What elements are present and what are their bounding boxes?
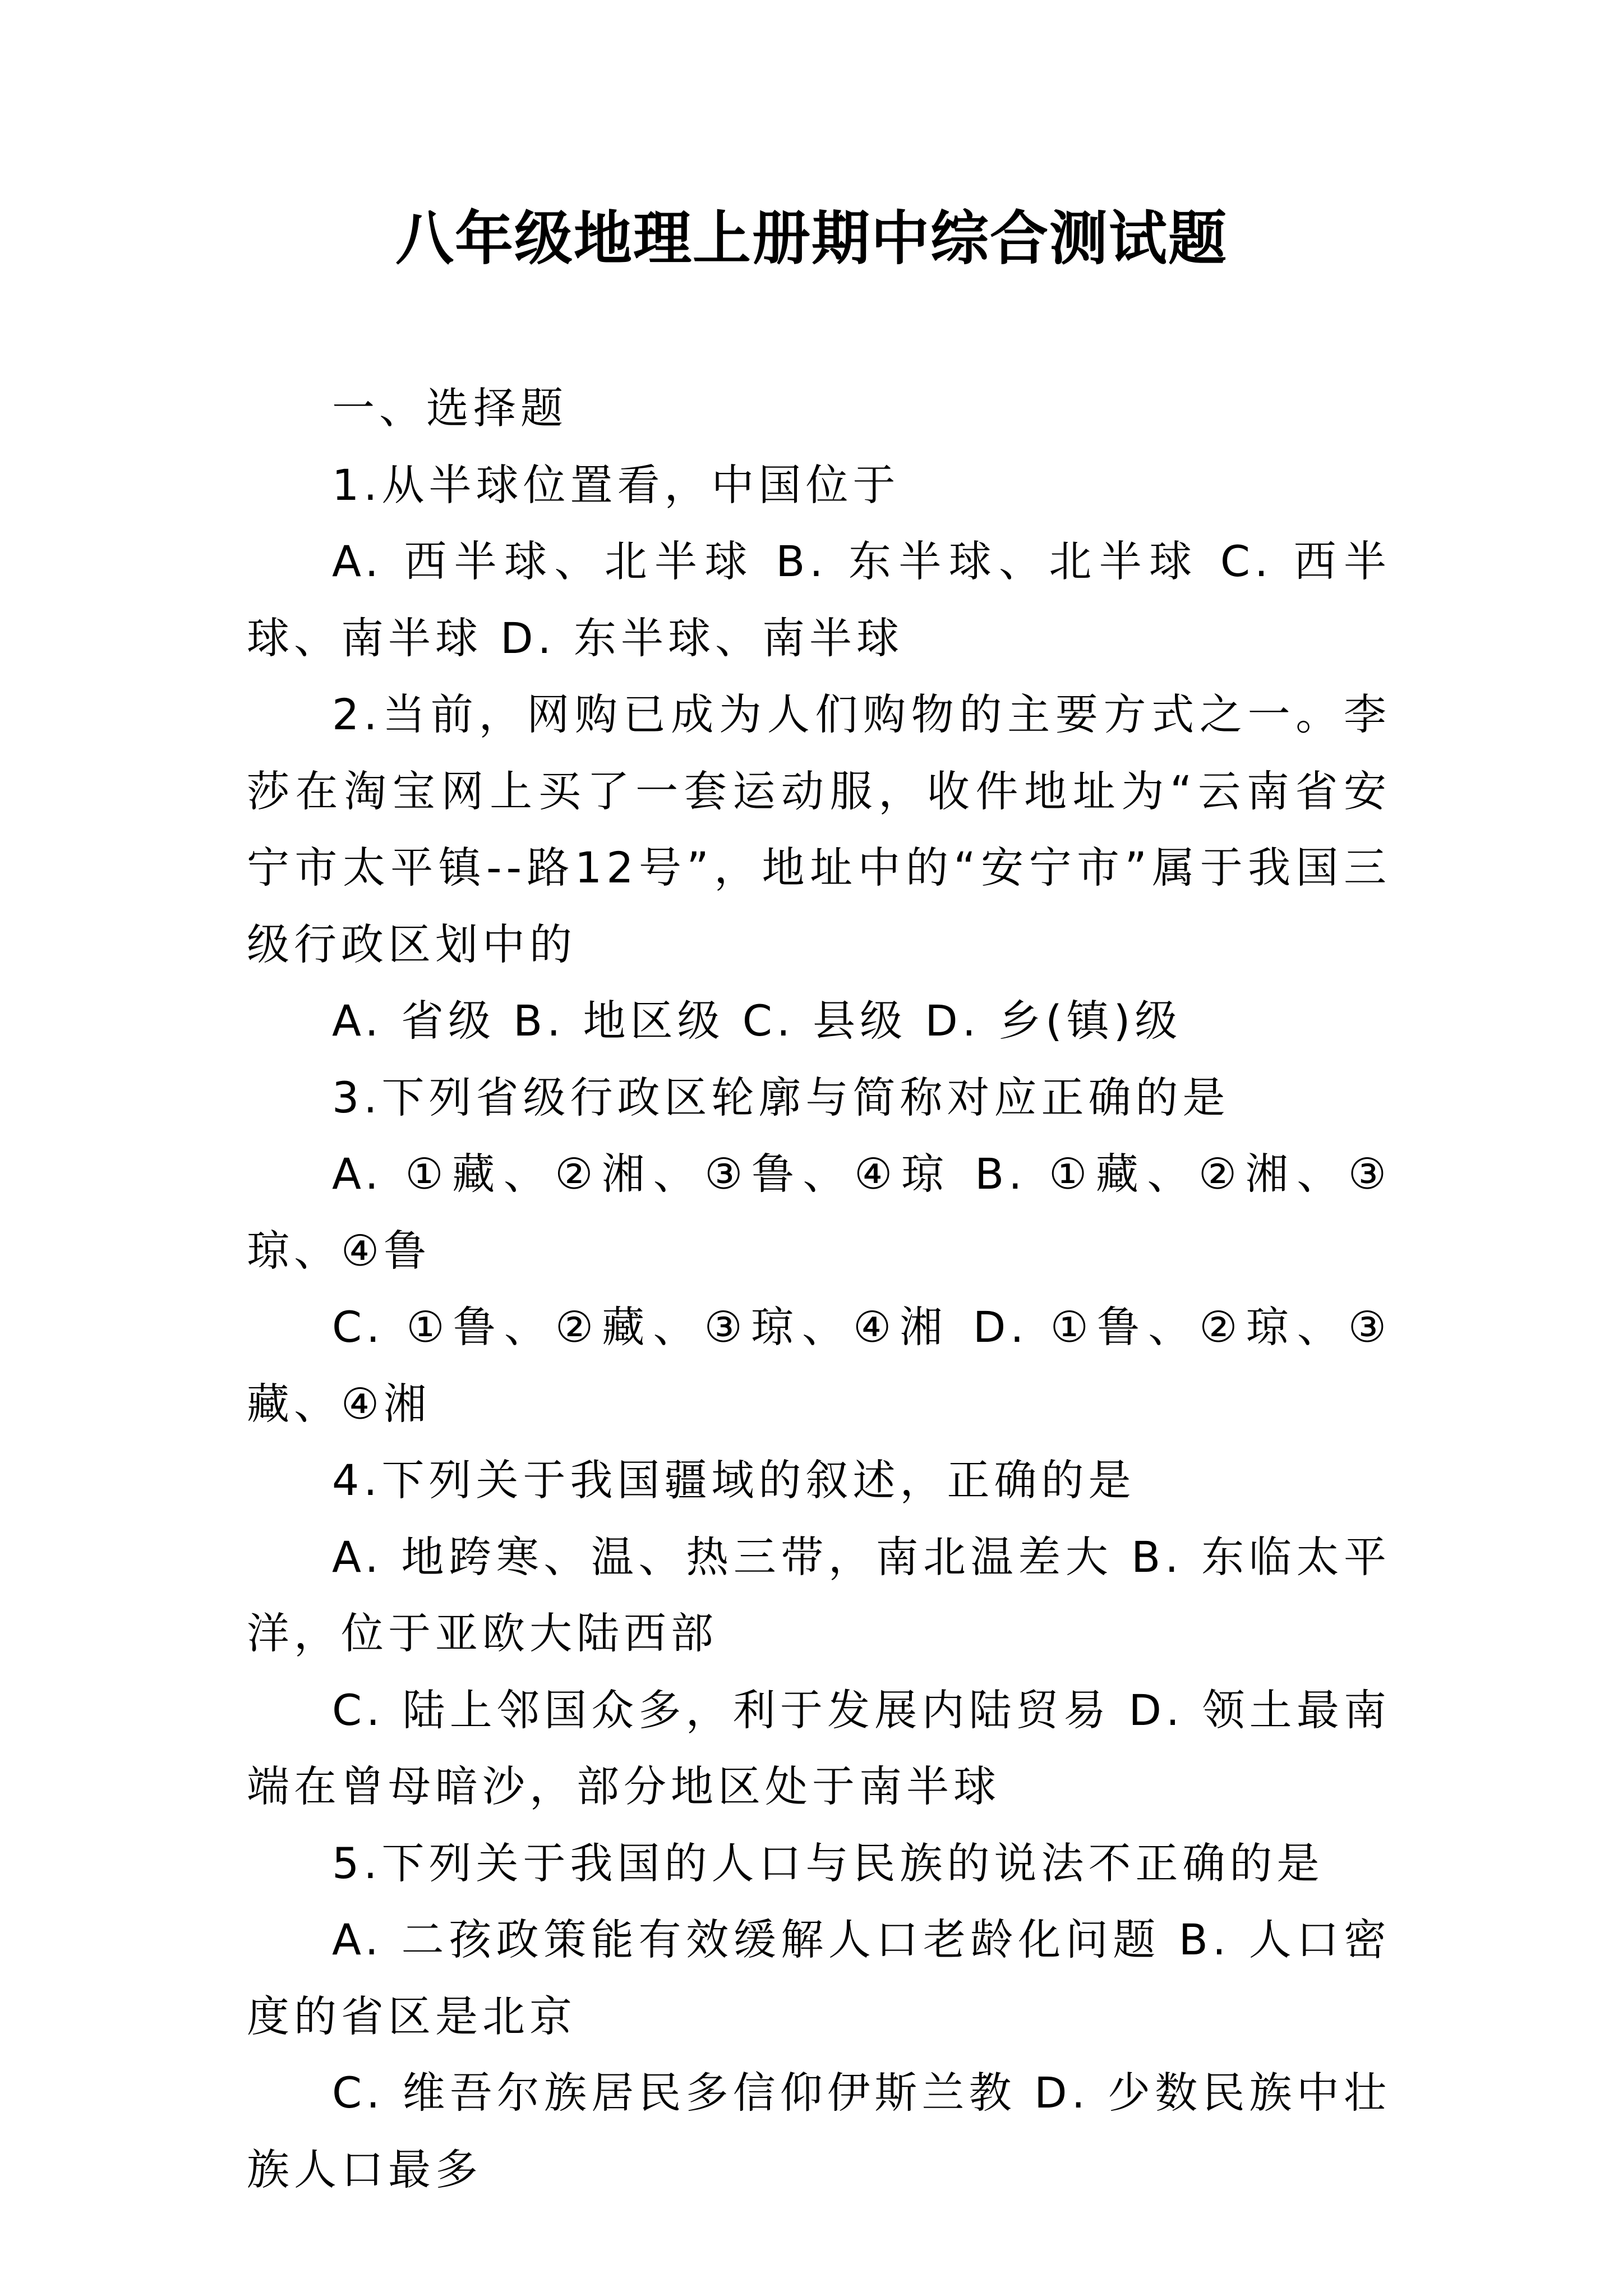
question-1-options: A. 西半球、北半球 B. 东半球、北半球 C. 西半球、南半球 D. 东半球、南半球: [247, 536, 1391, 663]
question-3-options-ab: A. ①藏、②湘、③鲁、④琼 B. ①藏、②湘、③琼、④鲁: [247, 1149, 1391, 1276]
question-3: 3.下列省级行政区轮廓与简称对应正确的是: [332, 1072, 1230, 1122]
question-2-options: A. 省级 B. 地区级 C. 县级 D. 乡(镇)级: [332, 996, 1182, 1046]
question-4-options-ab: A. 地跨寒、温、热三带，南北温差大 B. 东临太平洋，位于亚欧大陆西部: [247, 1531, 1391, 1658]
question-3-options-cd: C. ①鲁、②藏、③琼、④湘 D. ①鲁、②琼、③藏、④湘: [247, 1302, 1391, 1429]
document-title: 八年级地理上册期中综合测试题: [395, 204, 1228, 273]
question-5-options-cd: C. 维吾尔族居民多信仰伊斯兰教 D. 少数民族中壮族人口最多: [247, 2068, 1391, 2194]
question-5-options-ab: A. 二孩政策能有效缓解人口老龄化问题 B. 人口密度的省区是北京: [247, 1915, 1391, 2041]
document-body: [247, 370, 1391, 2208]
question-1: 1.从半球位置看，中国位于: [332, 459, 900, 510]
section-heading: 一、选择题: [332, 383, 568, 433]
question-5: 5.下列关于我国的人口与民族的说法不正确的是: [332, 1838, 1324, 1888]
question-4-options-cd: C. 陆上邻国众多，利于发展内陆贸易 D. 领土最南端在曾母暗沙，部分地区处于南半球: [247, 1685, 1391, 1811]
question-4: 4.下列关于我国疆域的叙述，正确的是: [332, 1455, 1136, 1505]
question-2: 2.当前，网购已成为人们购物的主要方式之一。李莎在淘宝网上买了一套运动服，收件地址为“云南省安宁市太平镇--路12号”，地址中的“安宁市”属于我国三级行政区划中的: [247, 689, 1391, 969]
